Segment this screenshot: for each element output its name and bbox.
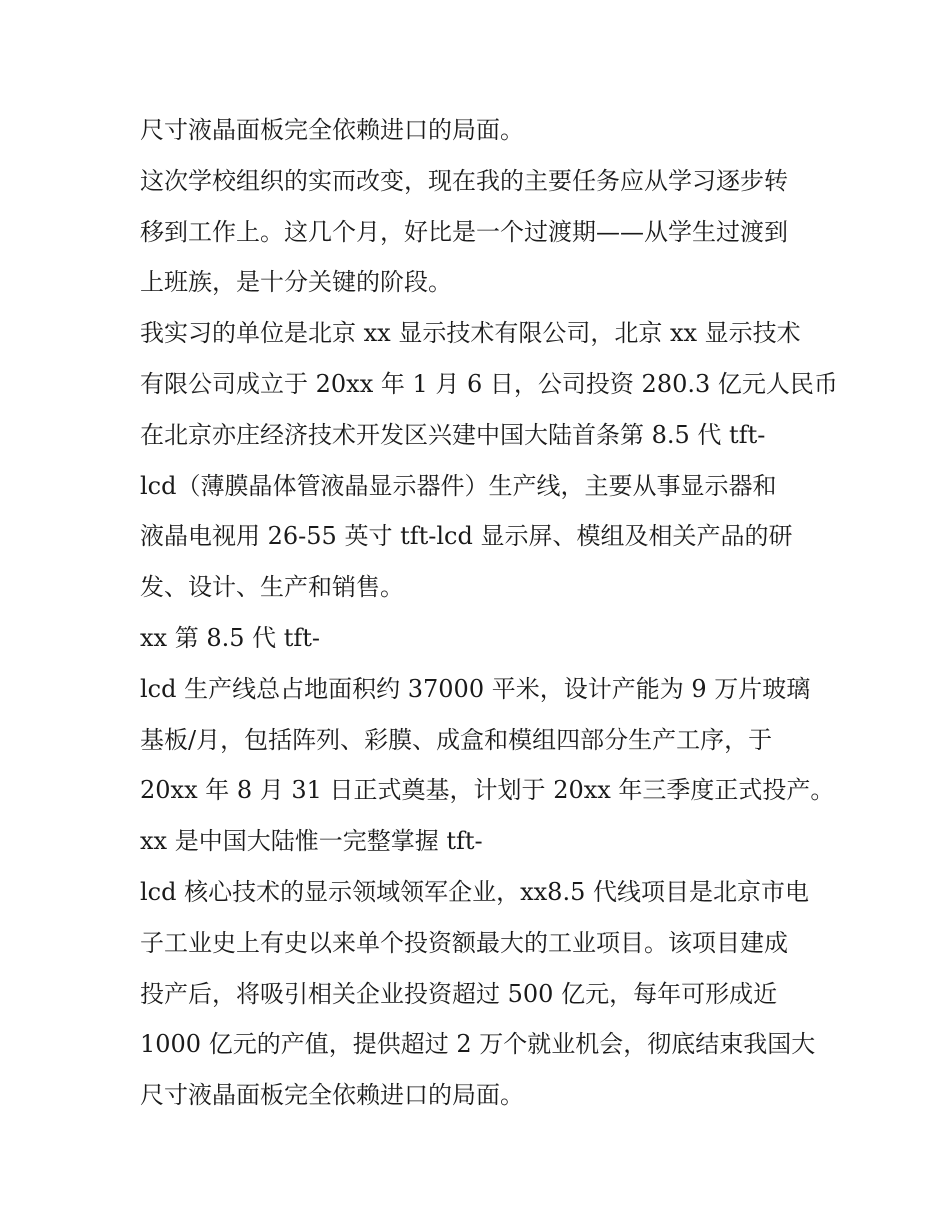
text-line: 上班族，是十分关键的阶段。 — [140, 268, 452, 297]
text-line: 尺寸液晶面板完全依赖进口的局面。 — [140, 116, 524, 144]
text-line: 液晶电视用 26-55 英寸 tft-lcd 显示屏、模组及相关产品的研 — [140, 522, 793, 551]
text-line: xx 第 8.5 代 tft- — [140, 623, 321, 652]
text-line: 我实习的单位是北京 xx 显示技术有限公司，北京 xx 显示技术 — [140, 319, 801, 348]
text-line: 基板/月，包括阵列、彩膜、成盒和模组四部分生产工序，于 — [140, 725, 773, 754]
text-line: 发、设计、生产和销售。 — [140, 573, 404, 602]
text-line: 子工业史上有史以来单个投资额最大的工业项目。该项目建成 — [140, 928, 788, 957]
text-line: 有限公司成立于 20xx 年 1 月 6 日，公司投资 280.3 亿元人民币 — [140, 369, 838, 398]
text-line: 这次学校组织的实而改变，现在我的主要任务应从学习逐步转 — [140, 166, 788, 195]
text-line: lcd（薄膜晶体管液晶显示器件）生产线，主要从事显示器和 — [140, 471, 777, 500]
text-line: 移到工作上。这几个月，好比是一个过渡期——从学生过渡到 — [140, 217, 788, 246]
text-line: 投产后，将吸引相关企业投资超过 500 亿元，每年可形成近 — [140, 979, 778, 1008]
text-line: 尺寸液晶面板完全依赖进口的局面。 — [140, 1081, 524, 1110]
text-line: lcd 生产线总占地面积约 37000 平米，设计产能为 9 万片玻璃 — [140, 674, 811, 703]
text-line: 在北京亦庄经济技术开发区兴建中国大陆首条第 8.5 代 tft- — [140, 420, 766, 449]
document-body — [140, 105, 838, 1121]
text-line: lcd 核心技术的显示领域领军企业，xx8.5 代线项目是北京市电 — [140, 877, 809, 906]
text-line: 20xx 年 8 月 31 日正式奠基，计划于 20xx 年三季度正式投产。 — [140, 776, 835, 805]
text-line: xx 是中国大陆惟一完整掌握 tft- — [140, 827, 483, 856]
text-line: 1000 亿元的产值，提供超过 2 万个就业机会，彻底结束我国大 — [140, 1030, 816, 1059]
